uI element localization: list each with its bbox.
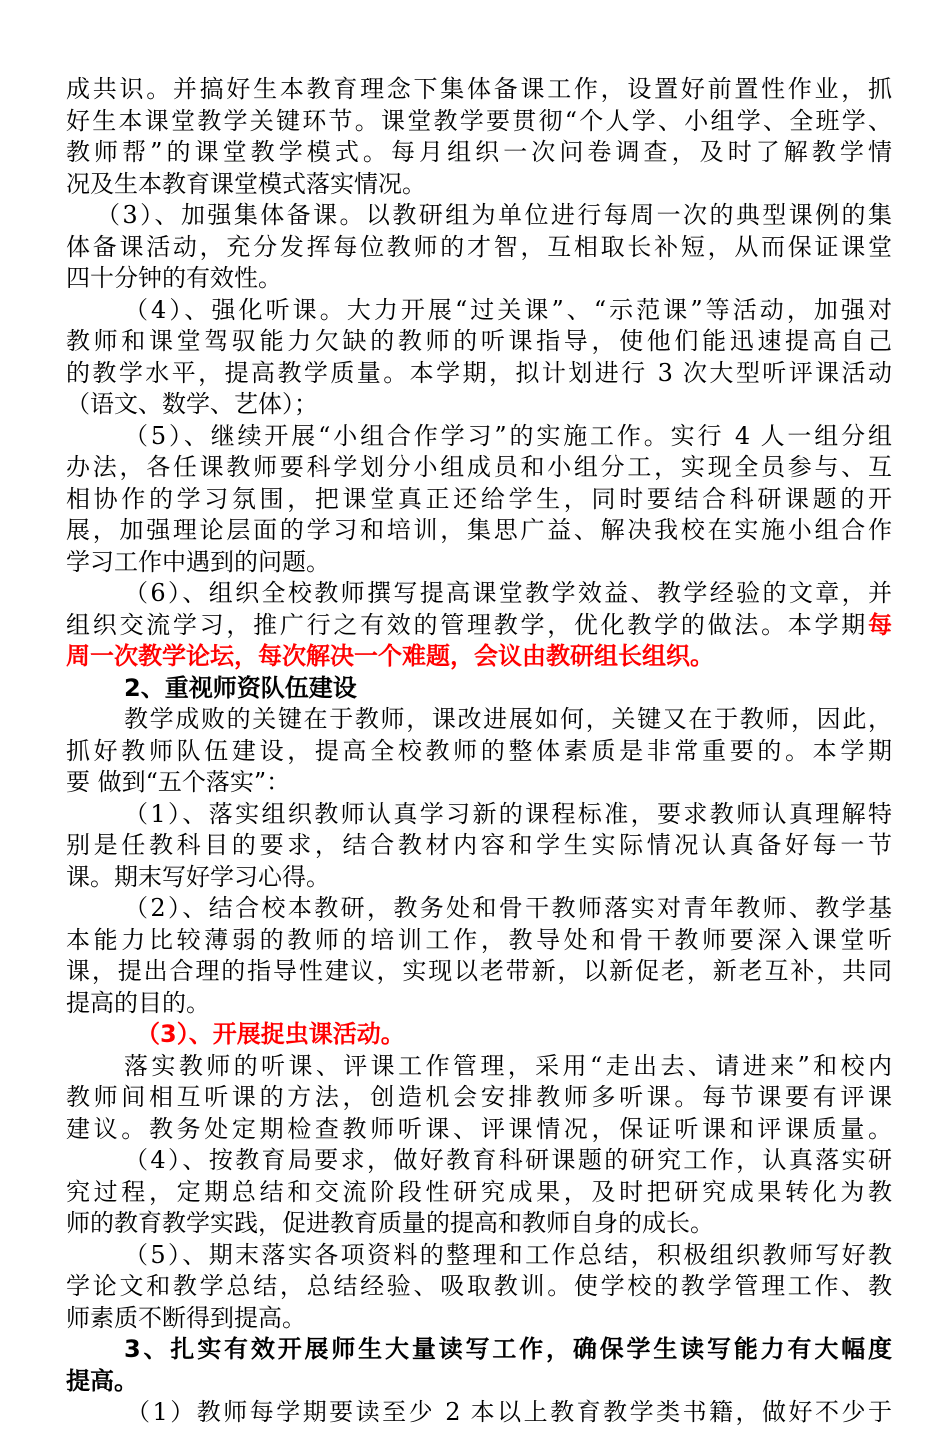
line-text: （1）、落实组织教师认真学习新的课程标准，要求教师认真理解特 — [124, 799, 892, 828]
text-line — [66, 641, 892, 673]
text-line — [66, 578, 892, 610]
text-line — [66, 1397, 892, 1429]
text-line — [66, 1366, 892, 1398]
line-text: 教师和课堂驾驭能力欠缺的教师的听课指导，使他们能迅速提高自己 — [66, 327, 892, 355]
line-text: 教师帮”的课堂教学模式。每月组织一次问卷调查，及时了解教学情 — [66, 138, 892, 166]
line-text: 提高的目的。 — [66, 988, 210, 1017]
text-line — [66, 106, 892, 138]
line-text: 课。期末写好学习心得。 — [66, 862, 330, 891]
line-text: （语文、数学、艺体）； — [66, 390, 318, 418]
line-text: 师的教育教学实践，促进教育质量的提高和教师自身的成长。 — [66, 1209, 714, 1237]
line-text: 究过程，定期总结和交流阶段性研究成果，及时把研究成果转化为教 — [66, 1177, 892, 1206]
highlighted-text: （3）、开展捉虫课活动。 — [136, 1020, 405, 1048]
text-line — [66, 1145, 892, 1177]
text-line — [66, 200, 892, 232]
text-line — [66, 1082, 892, 1114]
line-text: 的教学水平，提高教学质量。本学期，拟计划进行 3 次大型听评课活动 — [66, 358, 892, 387]
line-text: （4）、强化听课。大力开展“过关课”、“示范课”等活动，加强对 — [124, 295, 892, 324]
line-text: 师素质不断得到提高。 — [66, 1303, 306, 1332]
line-text: 相协作的学习氛围，把课堂真正还给学生，同时要结合科研课题的开 — [66, 484, 892, 513]
text-line — [66, 74, 892, 106]
line-text: 学习工作中遇到的问题。 — [66, 547, 330, 576]
line-text: 成共识。并搞好生本教育理念下集体备课工作，设置好前置性作业，抓 — [66, 75, 892, 103]
line-text: 本能力比较薄弱的教师的培训工作，教导处和骨干教师要深入课堂听 — [66, 925, 892, 954]
line-text: 落实教师的听课、评课工作管理，采用“走出去、请进来”和校内 — [124, 1051, 892, 1080]
text-line — [66, 610, 892, 642]
text-line — [66, 925, 892, 957]
text-line — [66, 452, 892, 484]
line-text: 体备课活动，充分发挥每位教师的才智，互相取长补短，从而保证课堂 — [66, 232, 892, 261]
text-line — [66, 1303, 892, 1335]
line-text: 办法，各任课教师要科学划分小组成员和小组分工，实现全员参与、互 — [66, 453, 892, 481]
line-text: （2）、结合校本教研，教务处和骨干教师落实对青年教师、教学基 — [124, 894, 892, 922]
text-line — [66, 1019, 892, 1051]
line-text: 要 做到“五个落实”： — [66, 768, 291, 796]
text-line — [66, 137, 892, 169]
text-line — [66, 358, 892, 390]
text-line — [66, 169, 892, 201]
text-line — [66, 515, 892, 547]
highlighted-text: 周一次教学论坛，每次解决一个难题，会议由教研组长组织。 — [66, 642, 714, 670]
text-line — [66, 326, 892, 358]
line-text: 课，提出合理的指导性建议，实现以老带新，以新促老，新老互补，共同 — [66, 957, 892, 985]
line-text: 组织交流学习，推广行之有效的管理教学，优化教学的做法。本学期 — [66, 610, 868, 639]
text-line — [66, 1334, 892, 1366]
section-heading: 提高。 — [66, 1366, 138, 1395]
line-text: 学论文和教学总结，总结经验、吸取教训。使学校的教学管理工作、教 — [66, 1272, 892, 1300]
text-line — [66, 988, 892, 1020]
text-line — [66, 673, 892, 705]
line-text: （4）、按教育局要求，做好教育科研课题的研究工作，认真落实研 — [124, 1146, 892, 1174]
text-line — [66, 1271, 892, 1303]
text-line — [66, 263, 892, 295]
text-line — [66, 736, 892, 768]
text-line — [66, 956, 892, 988]
text-line — [66, 704, 892, 736]
text-line — [66, 421, 892, 453]
line-text: （5）、继续开展“小组合作学习”的实施工作。实行 4 人一组分组 — [124, 421, 892, 450]
line-text: 况及生本教育课堂模式落实情况。 — [66, 169, 426, 198]
line-text: 好生本课堂教学关键环节。课堂教学要贯彻“个人学、小组学、全班学、 — [66, 106, 892, 135]
text-line — [66, 799, 892, 831]
line-text: 四十分钟的有效性。 — [66, 264, 282, 292]
line-text: （1）教师每学期要读至少 2 本以上教育教学类书籍，做好不少于 — [126, 1398, 892, 1426]
text-line — [66, 295, 892, 327]
text-line — [66, 767, 892, 799]
text-line — [66, 484, 892, 516]
text-line — [66, 830, 892, 862]
section-heading: 2、重视师资队伍建设 — [124, 673, 357, 702]
text-line — [66, 1114, 892, 1146]
line-text: 别是任教科目的要求，结合教材内容和学生实际情况认真备好每一节 — [66, 831, 892, 859]
text-line — [66, 1051, 892, 1083]
text-line — [66, 547, 892, 579]
text-line — [66, 893, 892, 925]
line-text: （5）、期末落实各项资料的整理和工作总结，积极组织教师写好教 — [124, 1240, 892, 1269]
line-text: 展，加强理论层面的学习和培训，集思广益、解决我校在实施小组合作 — [66, 516, 892, 544]
text-line — [66, 1240, 892, 1272]
line-text: 抓好教师队伍建设，提高全校教师的整体素质是非常重要的。本学期 — [66, 736, 892, 765]
text-line — [66, 389, 892, 421]
text-line — [66, 1208, 892, 1240]
line-text: （3）、加强集体备课。以教研组为单位进行每周一次的典型课例的集 — [96, 201, 892, 229]
line-text: 教师间相互听课的方法，创造机会安排教师多听课。每节课要有评课 — [66, 1083, 892, 1111]
highlighted-text: 每 — [868, 610, 892, 639]
text-line — [66, 862, 892, 894]
line-text: 教学成败的关键在于教师，课改进展如何，关键又在于教师，因此， — [124, 705, 892, 733]
line-text: （6）、组织全校教师撰写提高课堂教学效益、教学经验的文章，并 — [124, 579, 892, 607]
text-line — [66, 232, 892, 264]
section-heading: 3、扎实有效开展师生大量读写工作，确保学生读写能力有大幅度 — [124, 1335, 892, 1363]
text-line — [66, 1177, 892, 1209]
line-text: 建议。教务处定期检查教师听课、评课情况，保证听课和评课质量。 — [66, 1114, 892, 1143]
